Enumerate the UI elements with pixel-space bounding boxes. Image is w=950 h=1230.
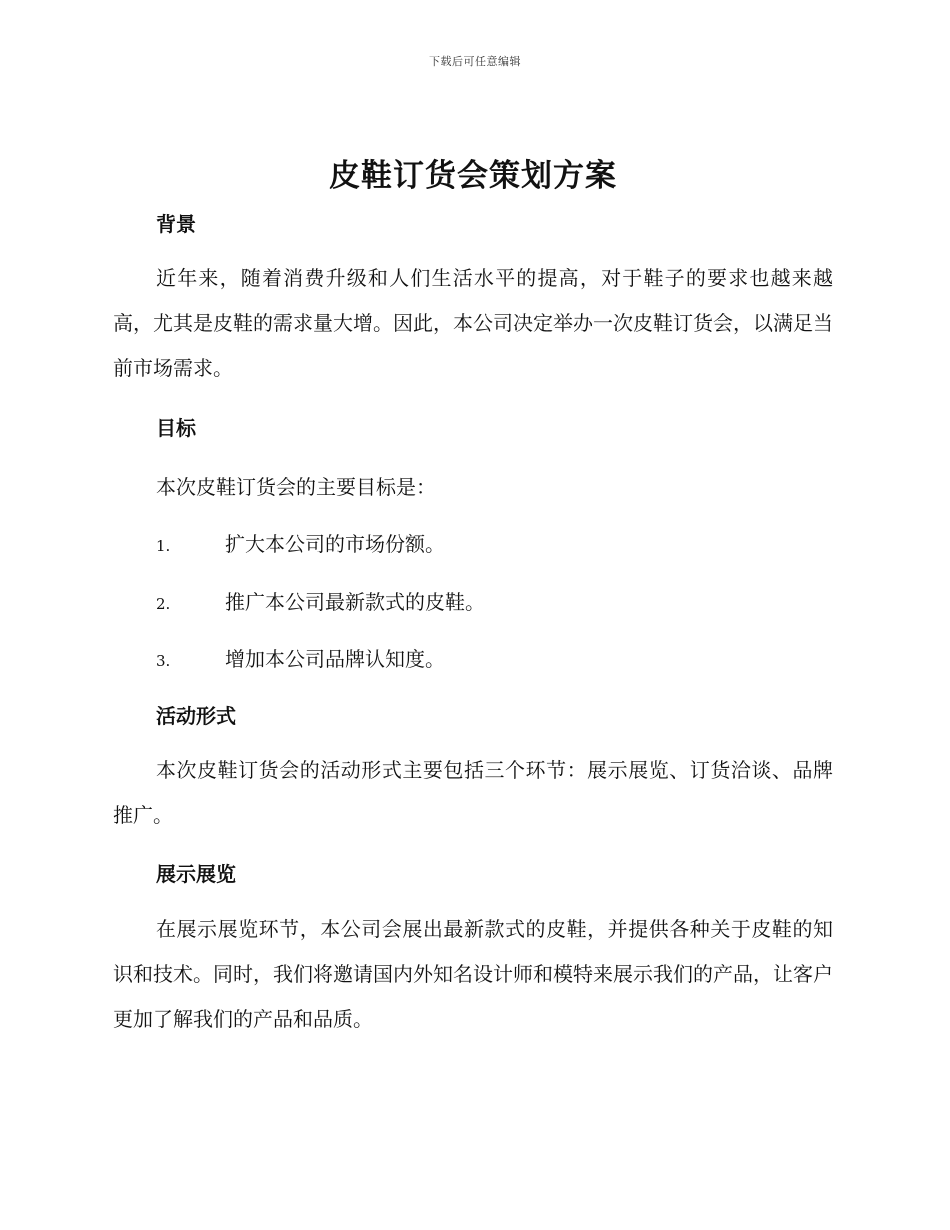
list-item bbox=[156, 528, 816, 557]
paragraph-exhibition: 在展示展览环节，本公司会展出最新款式的皮鞋，并提供各种关于皮鞋的知识和技术。同时，我们将邀请国内外知名设计师和模特来展示我们的产品，让客户更加了解我们的产品和品质。 bbox=[113, 917, 833, 1031]
section-heading-background: 背景 bbox=[156, 212, 196, 236]
list-item-number: 2. bbox=[156, 595, 171, 613]
paragraph-background: 近年来，随着消费升级和人们生活水平的提高，对于鞋子的要求也越来越高，尤其是皮鞋的需求量大增。因此，本公司决定举办一次皮鞋订货会，以满足当前市场需求。 bbox=[113, 266, 833, 380]
document-title: 皮鞋订货会策划方案 bbox=[329, 158, 617, 194]
list-item-text: 增加本公司品牌认知度。 bbox=[225, 647, 445, 671]
list-item bbox=[156, 643, 816, 672]
paragraph-format: 本次皮鞋订货会的活动形式主要包括三个环节：展示展览、订货洽谈、品牌推广。 bbox=[113, 758, 833, 827]
list-item-text: 推广本公司最新款式的皮鞋。 bbox=[225, 590, 485, 614]
header-note: 下载后可任意编辑 bbox=[429, 55, 521, 68]
section-heading-goals: 目标 bbox=[156, 416, 196, 440]
section-heading-exhibition: 展示展览 bbox=[156, 862, 236, 886]
paragraph-goals-intro: 本次皮鞋订货会的主要目标是： bbox=[156, 475, 436, 499]
list-item-text: 扩大本公司的市场份额。 bbox=[225, 532, 445, 556]
list-item bbox=[156, 586, 816, 615]
list-item-number: 3. bbox=[156, 652, 171, 670]
section-heading-format: 活动形式 bbox=[156, 704, 236, 728]
list-item-number: 1. bbox=[156, 537, 171, 555]
